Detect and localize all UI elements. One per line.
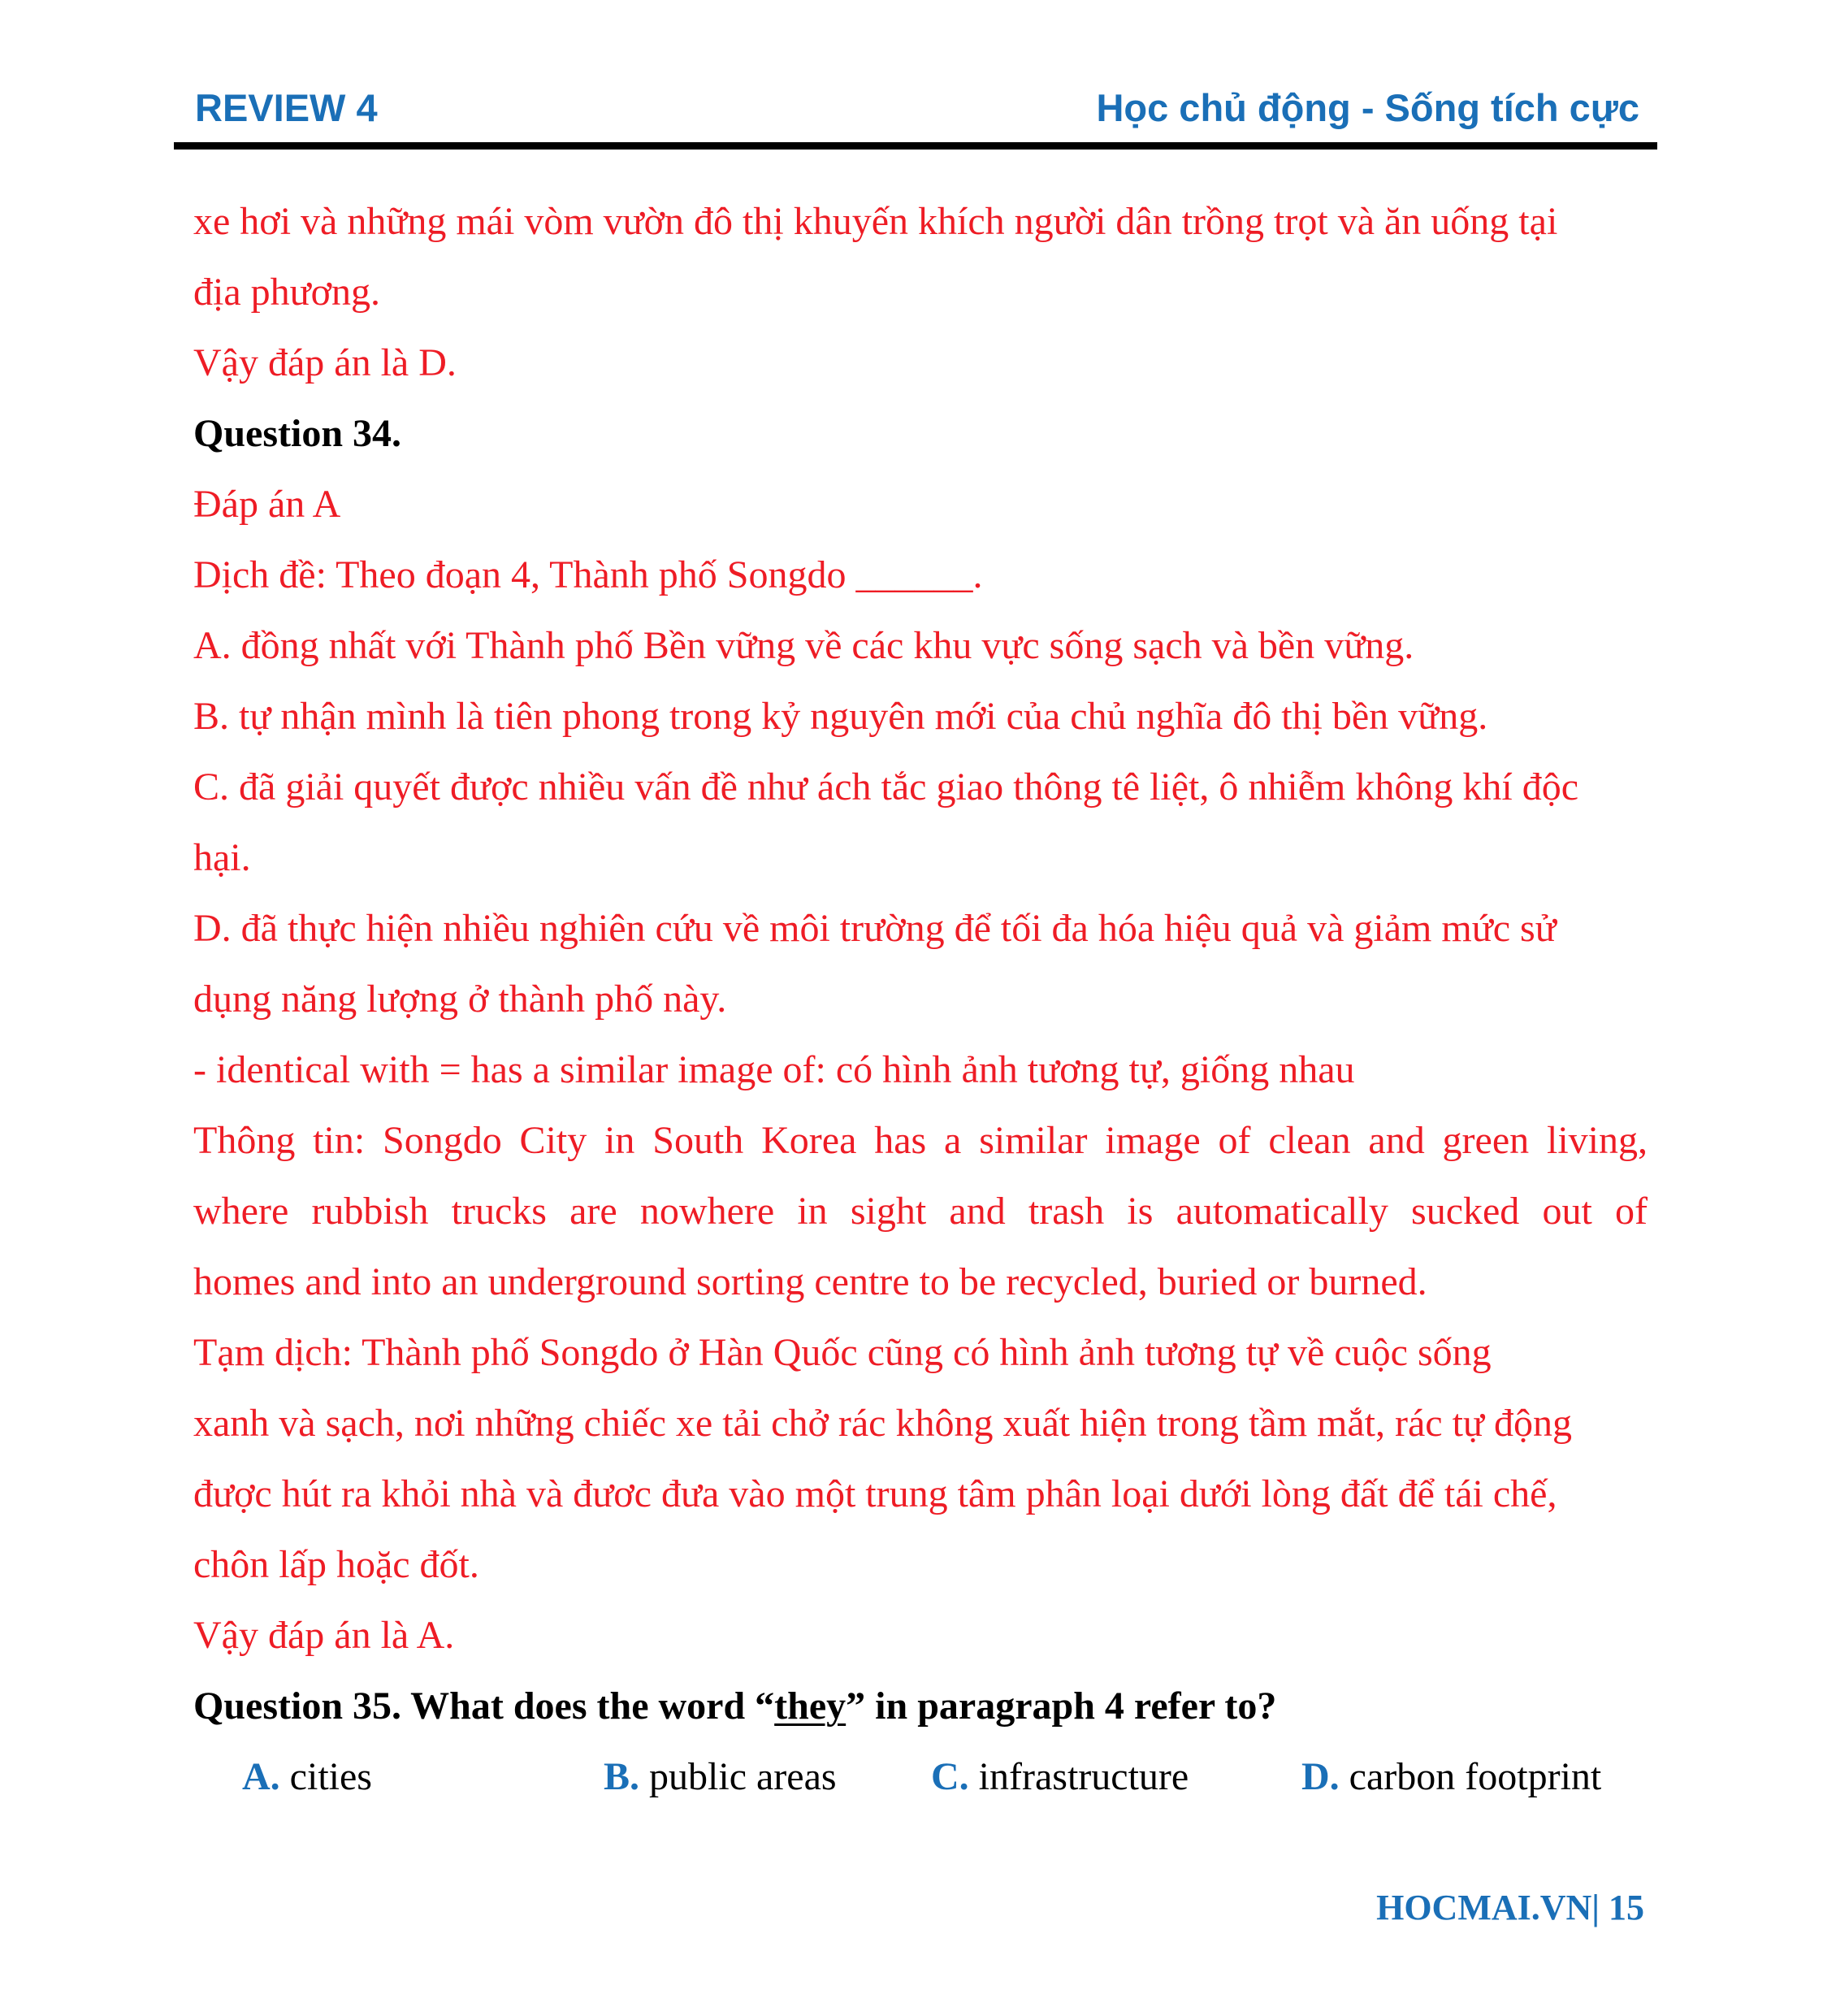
option-d-translation-cont: dụng năng lượng ở thành phố này. xyxy=(193,978,727,1021)
option-c-text: infrastructure xyxy=(978,1755,1189,1798)
page-content xyxy=(193,186,1648,1812)
answer-conclusion-33: Vậy đáp án là D. xyxy=(193,341,457,384)
question-35-heading xyxy=(193,1671,1648,1741)
vocabulary-note: - identical with = has a similar image of: có hình ảnh tương tự, giống nhau xyxy=(193,1048,1355,1091)
question-35-prefix: Question 35. What does the word “ xyxy=(193,1684,775,1728)
explanation-line: xe hơi và những mái vòm vườn đô thị khuyến khích người dân trồng trọt và ăn uống tại xyxy=(193,200,1558,243)
option-b-text: public areas xyxy=(649,1755,837,1798)
question-35-keyword: they xyxy=(774,1684,847,1728)
option-a-translation: A. đồng nhất với Thành phố Bền vững về các khu vực sống sạch và bền vững. xyxy=(193,624,1414,667)
translation-line: xanh và sạch, nơi những chiếc xe tải chở rác không xuất hiện trong tầm mắt, rác tự động xyxy=(193,1402,1572,1445)
page-footer: HOCMAI.VN| 15 xyxy=(1376,1888,1644,1927)
question-35-suffix: ” in paragraph 4 refer to? xyxy=(846,1684,1277,1728)
option-c-translation-cont: hại. xyxy=(193,836,251,879)
explanation-line: địa phương. xyxy=(193,271,381,314)
option-d-translation: D. đã thực hiện nhiều nghiên cứu về môi trường để tối đa hóa hiệu quả và giảm mức sử xyxy=(193,907,1557,950)
evidence-line: where rubbish trucks are nowhere in sight and trash is automatically sucked out of xyxy=(193,1190,1648,1233)
option-d-letter: D. xyxy=(1301,1755,1340,1798)
option-a-text: cities xyxy=(289,1755,372,1798)
option-b-letter: B. xyxy=(604,1755,640,1798)
answer-conclusion-34: Vậy đáp án là A. xyxy=(193,1614,455,1657)
option-c-letter: C. xyxy=(931,1755,969,1798)
evidence-line: homes and into an underground sorting centre to be recycled, buried or burned. xyxy=(193,1260,1427,1303)
option-d xyxy=(1301,1741,1601,1812)
page-header xyxy=(174,77,1657,150)
evidence-line: Thông tin: Songdo City in South Korea has a similar image of clean and green living, xyxy=(193,1119,1648,1162)
option-c-translation: C. đã giải quyết được nhiều vấn đề như ách tắc giao thông tê liệt, ô nhiễm không khí độc xyxy=(193,765,1579,809)
header-section-title: REVIEW 4 xyxy=(195,86,378,129)
option-d-text: carbon footprint xyxy=(1349,1755,1602,1798)
header-slogan: Học chủ động - Sống tích cực xyxy=(1096,86,1639,129)
option-c xyxy=(931,1741,1189,1812)
translation-line: Tạm dịch: Thành phố Songdo ở Hàn Quốc cũng có hình ảnh tương tự về cuộc sống xyxy=(193,1331,1492,1374)
question-35-options xyxy=(193,1741,1648,1812)
option-b xyxy=(604,1741,837,1812)
option-a-letter: A. xyxy=(242,1755,280,1798)
question-translation: Dịch đề: Theo đoạn 4, Thành phố Songdo ______. xyxy=(193,553,983,596)
question-34-heading: Question 34. xyxy=(193,412,402,455)
option-a xyxy=(242,1741,372,1812)
translation-line: được hút ra khỏi nhà và đươc đưa vào một trung tâm phân loại dưới lòng đất để tái chế, xyxy=(193,1472,1557,1515)
translation-line: chôn lấp hoặc đốt. xyxy=(193,1543,479,1586)
option-b-translation: B. tự nhận mình là tiên phong trong kỷ nguyên mới của chủ nghĩa đô thị bền vững. xyxy=(193,695,1488,738)
answer-key-34: Đáp án A xyxy=(193,483,341,526)
